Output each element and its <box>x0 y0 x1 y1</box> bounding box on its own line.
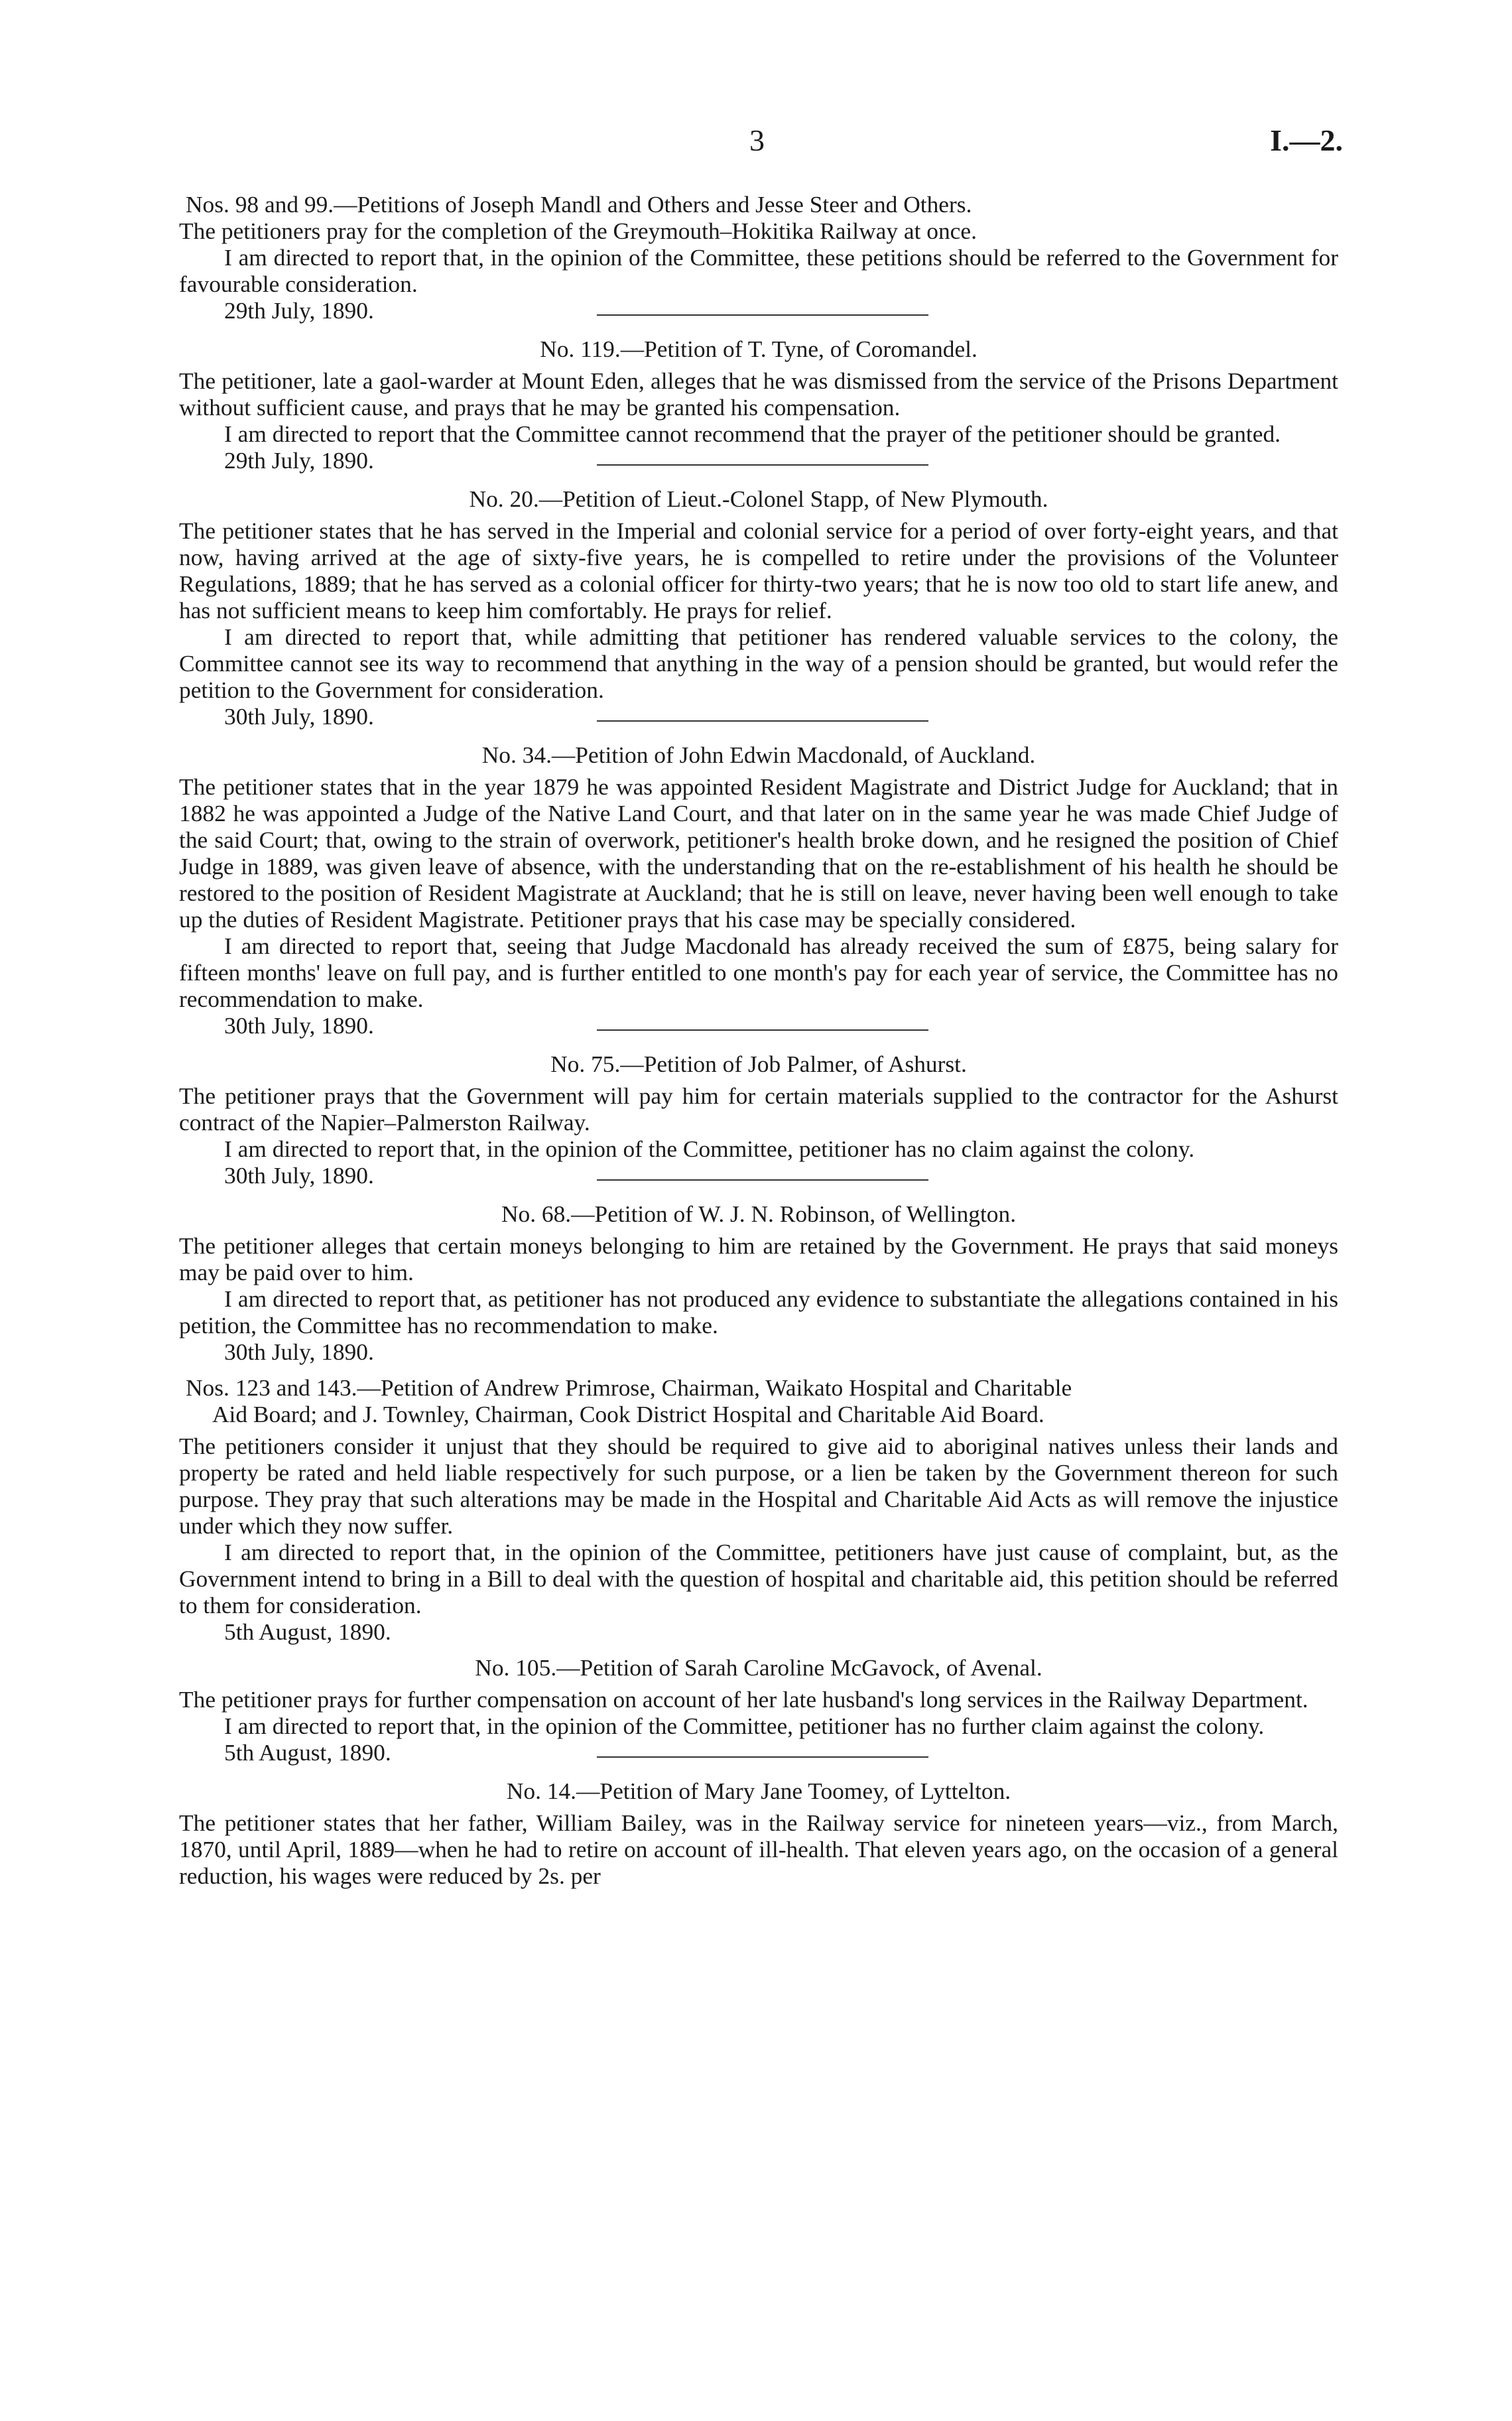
committee-report: I am directed to report that, in the opinion of the Committee, these petitions should be referred to the Government for favourable consideration. <box>179 244 1338 297</box>
report-date: 30th July, 1890. <box>224 703 374 730</box>
committee-report: I am directed to report that, as petitioner has not produced any evidence to substantiate the allegations contained in his petition, the Committee has no recommendation to make. <box>179 1285 1338 1339</box>
petition-heading <box>179 1374 1338 1427</box>
petition-body: The petitioner alleges that certain moneys belonging to him are retained by the Government. He prays that said moneys may be paid over to him. <box>179 1232 1338 1285</box>
committee-report: I am directed to report that, seeing that Judge Macdonald has already received the sum of £875, being salary for fifteen months' leave on full pay, and is further entitled to one month's pay for each year of service, the Committee has no recommendation to make. <box>179 933 1338 1012</box>
petition-heading: No. 34.—Petition of John Edwin Macdonald, of Auckland. <box>481 742 1036 768</box>
committee-report: I am directed to report that, in the opinion of the Committee, petitioners have just cause of complaint, but, as the Government intend to bring in a Bill to deal with the question of hospital and charitable aid, this petition should be referred to them for consideration. <box>179 1539 1338 1618</box>
section-divider <box>597 1756 928 1758</box>
section-divider <box>597 314 928 316</box>
committee-report: I am directed to report that the Committee cannot recommend that the prayer of the petitioner should be granted. <box>224 421 1281 447</box>
petition-body: The petitioner states that her father, William Bailey, was in the Railway service for nineteen years—viz., from March, 1870, until April, 1889—when he had to retire on account of ill-health. That eleven years ago, on the occasion of a general reduction, his wages were reduced by 2s. per <box>179 1809 1338 1889</box>
petition-heading: No. 68.—Petition of W. J. N. Robinson, of Wellington. <box>501 1201 1017 1227</box>
petition-heading-continuation: Aid Board; and J. Townley, Chairman, Cook District Hospital and Charitable Aid Board. <box>212 1401 1044 1427</box>
section-divider <box>597 1179 928 1181</box>
section-divider <box>597 464 928 466</box>
petition-heading-line: Nos. 123 and 143.—Petition of Andrew Primrose, Chairman, Waikato Hospital and Charitable <box>186 1374 1072 1401</box>
committee-report: I am directed to report that, while admitting that petitioner has rendered valuable services to the colony, the Committee cannot see its way to recommend that anything in the way of a pension should be granted, but would refer the petition to the Government for consideration. <box>179 623 1338 703</box>
petition-heading: Nos. 98 and 99.—Petitions of Joseph Mandl and Others and Jesse Steer and Others. <box>186 191 972 218</box>
petition-body: The petitioner states that he has served in the Imperial and colonial service for a period of over forty-eight years, and that now, having arrived at the age of sixty-five years, he is compelled to retire under the provisions of the Volunteer Regulations, 1889; that he has served as a colonial officer for thirty-two years; that he is now too old to start life anew, and has not sufficient means to keep him comfortably. He prays for relief. <box>179 517 1338 623</box>
petition-heading: No. 105.—Petition of Sarah Caroline McGavock, of Avenal. <box>475 1654 1042 1681</box>
report-date: 29th July, 1890. <box>224 447 374 474</box>
petition-body: The petitioners pray for the completion of the Greymouth–Hokitika Railway at once. <box>179 218 977 244</box>
section-divider <box>597 720 928 722</box>
report-date: 5th August, 1890. <box>224 1618 391 1645</box>
committee-report: I am directed to report that, in the opinion of the Committee, petitioner has no further claim against the colony. <box>224 1713 1265 1739</box>
petition-body: The petitioner prays that the Government will pay him for certain materials supplied to the contractor for the Ashurst contract of the Napier–Palmerston Railway. <box>179 1082 1338 1136</box>
report-date: 30th July, 1890. <box>224 1012 374 1039</box>
report-date: 30th July, 1890. <box>224 1339 374 1365</box>
petition-body: The petitioner, late a gaol-warder at Mount Eden, alleges that he was dismissed from the service of the Prisons Department without sufficient cause, and prays that he may be granted his compensation. <box>179 367 1338 421</box>
petitions-content <box>179 191 1338 1889</box>
petition-body: The petitioner prays for further compensation on account of her late husband's long services in the Railway Department. <box>179 1686 1308 1713</box>
report-date: 5th August, 1890. <box>224 1739 391 1766</box>
document-reference: I.—2. <box>1270 123 1343 157</box>
page-number: 3 <box>749 123 765 157</box>
petition-body: The petitioner states that in the year 1879 he was appointed Resident Magistrate and District Judge for Auckland; that in 1882 he was appointed a Judge of the Native Land Court, and that later on in the same year he was made Chief Judge of the said Court; that, owing to the strain of overwork, petitioner's health broke down, and he resigned the position of Chief Judge in 1889, was given leave of absence, with the understanding that on the re-establishment of his health he should be restored to the position of Resident Magistrate at Auckland; that he is still on leave, never having been well enough to take up the duties of Resident Magistrate. Petitioner prays that his case may be specially considered. <box>179 773 1338 933</box>
petition-heading: No. 20.—Petition of Lieut.-Colonel Stapp, of New Plymouth. <box>469 486 1048 512</box>
report-date: 30th July, 1890. <box>224 1162 374 1189</box>
petition-body: The petitioners consider it unjust that they should be required to give aid to aboriginal natives unless their lands and property be rated and held liable respectively for such purpose, or a lien be taken by the Government thereon for such purpose. They pray that such alterations may be made in the Hospital and Charitable Aid Acts as will remove the injustice under which they now suffer. <box>179 1433 1338 1539</box>
petition-heading: No. 75.—Petition of Job Palmer, of Ashurst. <box>550 1051 967 1077</box>
petition-heading: No. 14.—Petition of Mary Jane Toomey, of Lyttelton. <box>506 1778 1011 1804</box>
report-date: 29th July, 1890. <box>224 297 374 324</box>
committee-report: I am directed to report that, in the opinion of the Committee, petitioner has no claim against the colony. <box>224 1136 1195 1162</box>
petition-heading: No. 119.—Petition of T. Tyne, of Coromandel. <box>540 336 977 362</box>
section-divider <box>597 1029 928 1031</box>
